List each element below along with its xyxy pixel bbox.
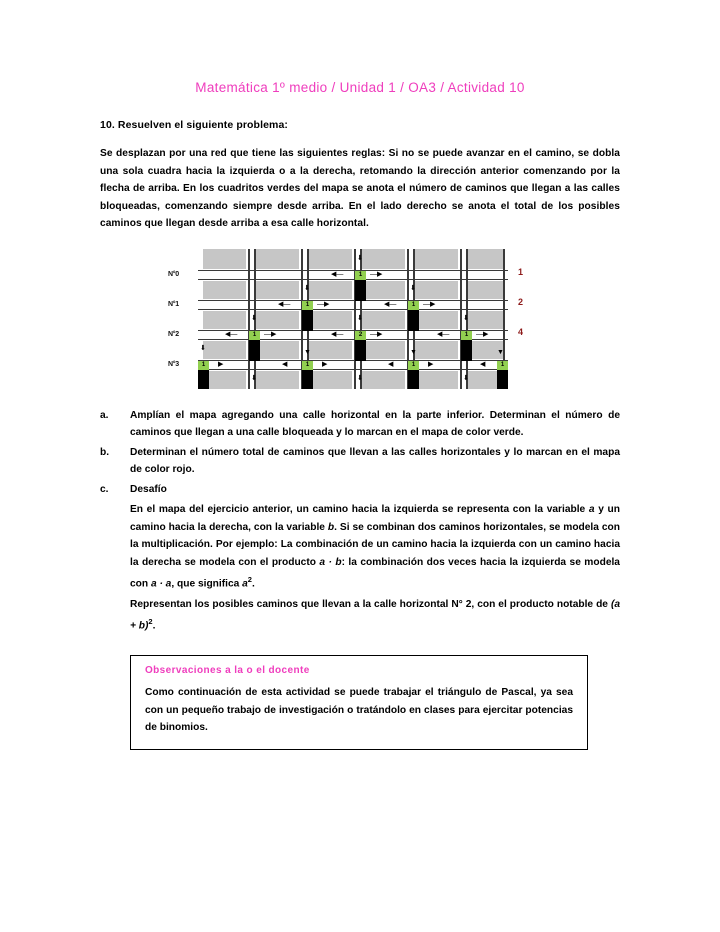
block — [362, 341, 405, 359]
green-count-cell: 1 — [355, 271, 366, 280]
block — [309, 371, 352, 389]
blocked-segment — [302, 370, 313, 389]
arrow-left-icon: ◀— — [384, 300, 397, 308]
binomial-base: (a + b) — [130, 598, 620, 632]
page-title: Matemática 1º medio / Unidad 1 / OA3 / Actividad 10 — [195, 80, 525, 95]
arrow-down-icon: ⬇ — [357, 314, 363, 322]
item-text-c: Desafío — [130, 483, 167, 495]
street-vertical — [460, 249, 462, 389]
block — [468, 281, 503, 299]
product-ab: a · b — [319, 556, 342, 568]
path-grid-figure — [100, 249, 620, 389]
list-item — [100, 444, 620, 479]
observations-text: Como continuación de esta actividad se puede trabajar el triángulo de Pascal, ya sea con un pequeño trabajo de investigación o tratándolo en clases para ejercitar potencias de binomios. — [145, 687, 573, 734]
block — [256, 311, 299, 329]
arrow-right-icon: —▶ — [264, 330, 277, 338]
block — [362, 311, 405, 329]
variable-a: a — [588, 504, 595, 515]
street-horizontal — [198, 300, 508, 302]
arrow-down-icon: ⬇ — [463, 314, 469, 322]
block — [415, 341, 458, 359]
street-horizontal — [198, 309, 508, 311]
arrow-down-icon: ⬇ — [357, 374, 363, 382]
desafio-p1-part1: En el mapa del ejercicio anterior, un camino hacia la izquierda se representa con la variable — [130, 504, 589, 515]
arrow-left-icon: ◀— — [437, 330, 450, 338]
block — [203, 311, 246, 329]
variable-b: b — [327, 521, 335, 533]
arrow-right-icon: —▶ — [370, 330, 383, 338]
block — [203, 249, 246, 269]
blocked-segment — [408, 370, 419, 389]
block — [256, 341, 299, 359]
arrow-down-icon: ⬇ — [357, 254, 363, 262]
block — [256, 249, 299, 269]
item-marker-c: c. — [100, 483, 109, 495]
right-total-1: 1 — [518, 266, 524, 277]
desafio-p1-part4: : la combinación dos veces hacia la izquierda se modela con — [130, 556, 620, 590]
arrow-left-icon: ◀— — [225, 330, 238, 338]
block — [203, 281, 246, 299]
problem-number-line: 10. Resuelven el siguiente problema: — [100, 119, 288, 131]
desafio-paragraph-2 — [100, 596, 620, 635]
blocked-segment — [497, 370, 508, 389]
row-label-0: N°0 — [168, 270, 179, 278]
desafio-p1-part5: , que significa — [171, 578, 243, 590]
row-label-2: N°2 — [168, 330, 179, 338]
green-count-cell: 1 — [302, 301, 313, 310]
arrow-right-icon: —▶ — [423, 300, 436, 308]
street-vertical — [354, 249, 356, 389]
block — [309, 249, 352, 269]
block — [415, 311, 458, 329]
green-count-cell: 1 — [198, 361, 209, 370]
item-text-b: Determinan el número total de caminos que llevan a las calles horizontales y lo marcan en el mapa de color rojo. — [130, 446, 620, 475]
desafio-p1-part6: . — [251, 578, 255, 590]
block — [415, 371, 458, 389]
row-label-1: N°1 — [168, 300, 179, 308]
arrow-left-icon: ◀— — [278, 300, 291, 308]
block — [309, 341, 352, 359]
binomial-exponent: 2 — [148, 617, 153, 627]
green-count-cell: 2 — [355, 331, 366, 340]
arrow-right-icon: —▶ — [476, 330, 489, 338]
block — [309, 281, 352, 299]
figure-inner — [130, 249, 524, 389]
green-count-cell: 1 — [408, 301, 419, 310]
arrow-left-icon: ◀ — [388, 360, 394, 368]
arrow-down-icon: ⬇ — [251, 314, 257, 322]
problem-statement: Se desplazan por una red que tiene las siguientes reglas: Si no se puede avanzar en el camino, se dobla una sola cuadra hacia la izquierda o a la derecha, retomando la dirección anterior comenzando por la flecha de arriba. En los cuadritos verdes del mapa se anota el número de caminos que llegan a las calles bloqueadas, comenzando siempre desde arriba. En el lado derecho se anota el total de los posibles caminos que llegan desde arriba a esa calle horizontal. — [100, 148, 620, 229]
arrow-down-icon: ⬇ — [410, 284, 416, 292]
block — [362, 371, 405, 389]
observations-title: Observaciones a la o el docente — [145, 665, 310, 677]
green-count-cell: 1 — [302, 361, 313, 370]
arrow-down-icon: ⬇ — [463, 374, 469, 382]
block — [468, 249, 503, 269]
arrow-right-icon: —▶ — [370, 270, 383, 278]
block — [468, 311, 503, 329]
street-horizontal — [198, 270, 508, 272]
arrow-right-icon: ▶ — [322, 360, 328, 368]
observations-box — [130, 655, 588, 750]
street-horizontal — [198, 369, 508, 371]
grid-map — [198, 249, 508, 389]
arrow-down-icon: ▼ — [497, 348, 504, 356]
arrow-left-icon: ◀— — [331, 270, 344, 278]
block — [256, 281, 299, 299]
green-count-cell: 1 — [497, 361, 508, 370]
arrow-left-icon: ◀— — [331, 330, 344, 338]
a-squared-base: a — [242, 578, 248, 590]
activity-items — [100, 407, 620, 636]
arrow-right-icon: ▶ — [428, 360, 434, 368]
item-marker-a: a. — [100, 409, 109, 421]
list-item — [100, 407, 620, 442]
street-vertical — [248, 249, 250, 389]
desafio-p2-part1: Representan los posibles caminos que llevan a la calle horizontal N° 2, con el producto notable de — [130, 598, 611, 610]
right-total-2: 2 — [518, 296, 524, 307]
block — [415, 281, 458, 299]
row-label-3: N°3 — [168, 360, 179, 368]
list-item — [100, 481, 620, 499]
arrow-down-icon: ⬇ — [251, 374, 257, 382]
block — [256, 371, 299, 389]
item-marker-b: b. — [100, 446, 110, 458]
desafio-p1-part3: . Si se combinan dos caminos horizontales, se modela con la multiplicación. Por ejemplo: La combinación de un camino hacia la izquierda con un camino hacia la derecha se modela con el producto — [130, 521, 620, 568]
arrow-right-icon: —▶ — [317, 300, 330, 308]
arrow-left-icon: ◀ — [480, 360, 486, 368]
green-count-cell: 1 — [249, 331, 260, 340]
street-horizontal — [198, 279, 508, 281]
arrow-down-icon: ⬇ — [200, 344, 206, 352]
blocked-segment — [198, 370, 209, 389]
block — [203, 371, 246, 389]
arrow-down-icon: ⬇ — [304, 284, 310, 292]
block — [362, 281, 405, 299]
arrow-down-icon: ▼ — [304, 348, 311, 356]
arrow-down-icon: ▼ — [410, 348, 417, 356]
a-squared-exponent: 2 — [247, 575, 252, 584]
desafio-p1-part2: y un camino hacia la derecha, con la variable — [130, 504, 620, 533]
block — [415, 249, 458, 269]
desafio-paragraph-1 — [100, 501, 620, 593]
arrow-right-icon: ▶ — [218, 360, 224, 368]
item-text-a: Amplían el mapa agregando una calle horizontal en la parte inferior. Determinan el número de caminos que llegan a una calle bloqueada y lo marcan en el mapa de color verde. — [130, 409, 620, 438]
product-aa: a · a — [150, 578, 172, 590]
block — [203, 341, 246, 359]
green-count-cell: 1 — [408, 361, 419, 370]
right-total-3: 4 — [518, 326, 524, 337]
desafio-p2-part2: . — [152, 620, 156, 632]
green-count-cell: 1 — [461, 331, 472, 340]
block — [362, 249, 405, 269]
block — [309, 311, 352, 329]
arrow-left-icon: ◀ — [282, 360, 288, 368]
